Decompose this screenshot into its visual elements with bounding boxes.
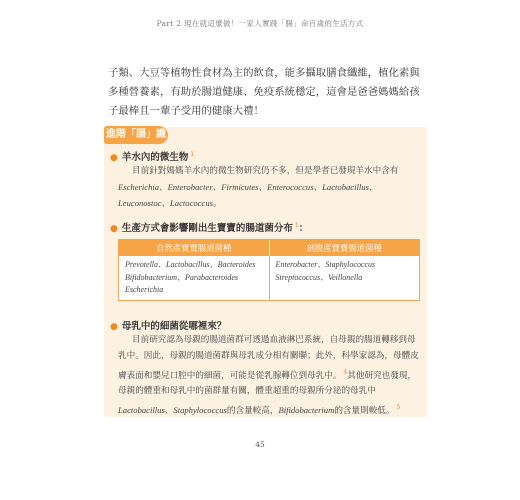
bullet-icon: ● [110, 322, 118, 332]
table-header-natural: 自然產寶寶腸道菌種 [119, 240, 270, 256]
bullet-icon: ● [110, 153, 118, 163]
table-header-cesarean: 剖腹產寶寶腸道菌種 [270, 240, 420, 256]
running-header: Part 2 現在就這麼做！一家人實踐「腸」命百歲的生活方式 [156, 19, 364, 28]
bullet-icon: ● [110, 224, 118, 234]
sidebar-box-tab: 進階「腸」識 [104, 126, 168, 144]
table-line: Escherichia [125, 285, 164, 294]
amniotic-text: 目前針對媽媽羊水內的微生物研究仍不多，但是學者已發現羊水中含有 [132, 166, 399, 176]
table-line: Bifidobacterium、Parabacteroides [125, 272, 239, 282]
bacteria-table [118, 239, 420, 301]
section-text-breastmilk: 目前研究認為母親的腸道菌群可透過血液淋巴系統，自母親的腸道轉移到母乳中。因此，母親的腸道菌群與母乳成分相有關聯；此外，科學家認為，母體皮膚表面和嬰兒口腔中的細菌，可能是從乳腺轉位到母乳中。 $^4$其他研究也發現，母親的體重和母乳中的菌群量有關，體重超重的母親所分泌的母乳中Lactobacillus、Staphylococcus的含量較高，Bifidobacterium的含量則較低。 $^5$ [118, 335, 419, 416]
table-line: Enterobacter、Staphylococcus [275, 260, 376, 269]
table-line: Streptococcus、Veillonella [275, 272, 363, 282]
section-title-breastmilk: ● 母乳中的細菌從哪裡來？ [110, 321, 227, 332]
intro-paragraph: 子類、大豆等植物性食材為主的飲食，能多攝取膳食纖維，植化素與多種營養素，有助於腸道健康、免疫系統穩定，這會是爸爸媽媽給孩子最棒且一輩子受用的健康大禮！ [108, 67, 420, 117]
section-title-birth: ● 生產方式會影響剛出生寶寶的腸道菌分布 $^1$： [110, 221, 309, 234]
section-title-amniotic: ● 羊水內的微生物 $^1$ [110, 150, 195, 163]
table-line: Prevotella、Lactobacillus、Bacteroides [125, 260, 256, 269]
amniotic-species: Escherichia、Enterobacter、Firmicutes、Enterococcus、Lactobacillus、Leuconostoc、Lactococcus。 [118, 181, 378, 208]
section-text-amniotic [118, 164, 422, 211]
table-cell-cesarean [270, 256, 420, 300]
table-cell-natural [119, 256, 270, 300]
page-number: 45 [255, 440, 265, 449]
